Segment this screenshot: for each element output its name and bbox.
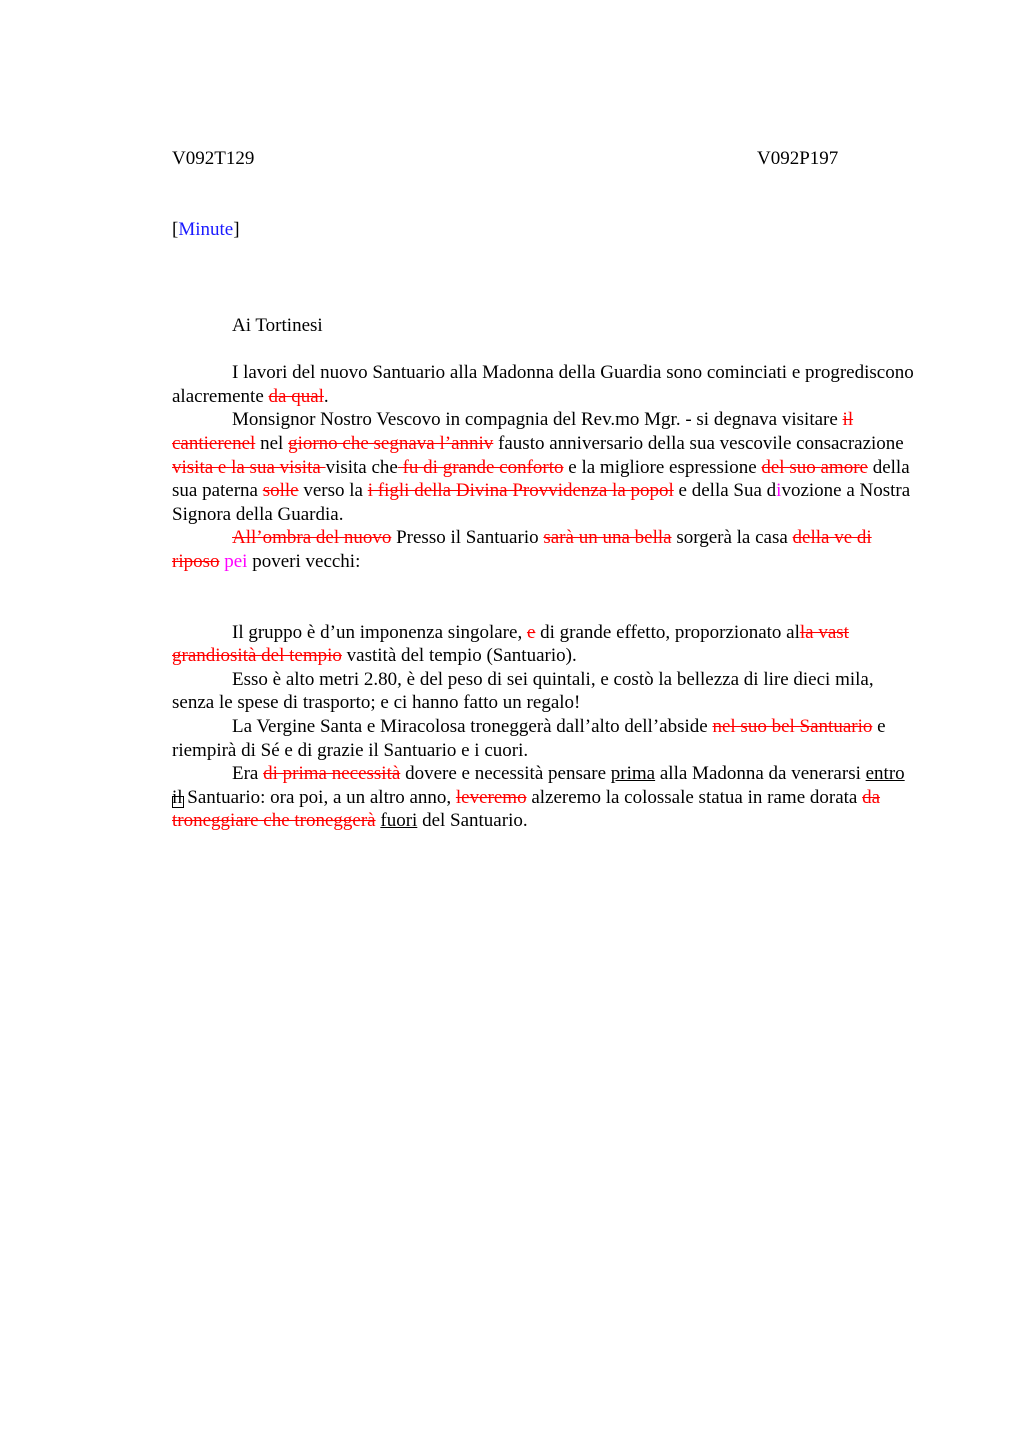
deleted-text: solle [262,480,299,502]
deleted-text: visita e la sua visita [172,456,326,478]
text-run: vastità del tempio (Santuario). [341,645,577,667]
minute-text: Minute [178,219,234,240]
salutation: Ai Tortinesi [232,315,323,336]
text-run: alla Madonna da venerarsi [655,763,866,785]
text-run: Il gruppo è d’un imponenza singolare, [232,621,527,643]
paragraph-4 [172,621,917,668]
text-run: La Vergine Santa e Miracolosa troneggerà dall’alto dell’abside [232,715,713,737]
letter-body [172,314,917,833]
text-run: e riempirà di Sé e di grazie il Santuario e i cuori. [172,715,886,761]
text-run: poveri vecchi: [247,550,361,572]
paragraph-7 [172,762,917,833]
document-code-left: V092T129 [172,148,255,169]
deleted-text: sarà un una bella [543,527,672,549]
text-run: di grande effetto, proporzionato al [535,621,800,643]
text-run: Era [232,763,264,785]
text-run: dovere e necessità pensare [400,763,611,785]
text-run: alzeremo la colossale statua in rame dorata [526,786,863,808]
deleted-text: leveremo [455,786,527,808]
deleted-text: da troneggiare che troneggerà [172,786,881,832]
deleted-text: la vast grandiosità del tempio [172,621,849,667]
deleted-text: nel suo bel Santuario [712,715,873,737]
text-run: verso la [298,480,368,502]
document-code-right: V092P197 [757,148,839,169]
deleted-text: All’ombra del nuovo [232,527,392,549]
end-marker [172,792,184,814]
paragraph-5: Esso è alto metri 2.80, è del peso di sei quintali, e costò la bellezza di lire dieci mila, senza le spese di trasporto; e ci hanno fatto un regalo! [172,668,874,714]
text-run: del Santuario. [417,810,528,832]
text-run: della sua paterna [172,456,910,502]
text-run: Presso il Santuario [391,527,544,549]
square-box-icon [172,796,184,808]
paragraph-2 [172,408,917,526]
deleted-text: il cantierenel [172,409,854,454]
deleted-text: e [526,621,536,643]
deleted-text: della ve di riposo [172,527,872,572]
minute-close-bracket: ] [233,219,240,240]
text-run: e della Sua d [673,480,777,502]
inserted-text: pei [224,550,248,572]
paragraph-3 [172,526,917,573]
minute-label [172,219,240,241]
text-run: vozione a Nostra Signora della Guardia. [172,480,911,525]
deleted-text: i figli della Divina Provvidenza la popol [367,480,674,502]
underlined-text: entro [865,763,905,785]
deleted-text: fu di grande conforto [397,456,564,478]
text-run: I lavori del nuovo Santuario alla Madonna della Guardia sono cominciati e progrediscono alacremente [172,362,914,407]
underlined-text: fuori [380,810,418,832]
inserted-text: i [776,480,782,502]
paragraph-1 [172,361,917,408]
text-run: . [323,385,329,407]
text-run: visita che [325,456,398,478]
text-run: Monsignor Nostro Vescovo in compagnia del Rev.mo Mgr. - si degnava visitare [232,409,843,431]
deleted-text: da qual [268,385,324,407]
text-run: e la migliore espressione [563,456,762,478]
text-run: fausto anniversario della sua vescovile consacrazione [493,432,904,454]
minute-open-bracket: [ [172,219,179,240]
text-run: il Santuario: ora poi, a un altro anno, [172,786,456,808]
text-run: nel [255,432,289,454]
deleted-text: di prima necessità [263,763,401,785]
deleted-text: del suo amore [761,456,868,478]
deleted-text: giorno che segnava l’anniv [288,432,494,454]
text-run: sorgerà la casa [671,527,793,549]
underlined-text: prima [610,763,656,785]
paragraph-6 [172,715,917,762]
